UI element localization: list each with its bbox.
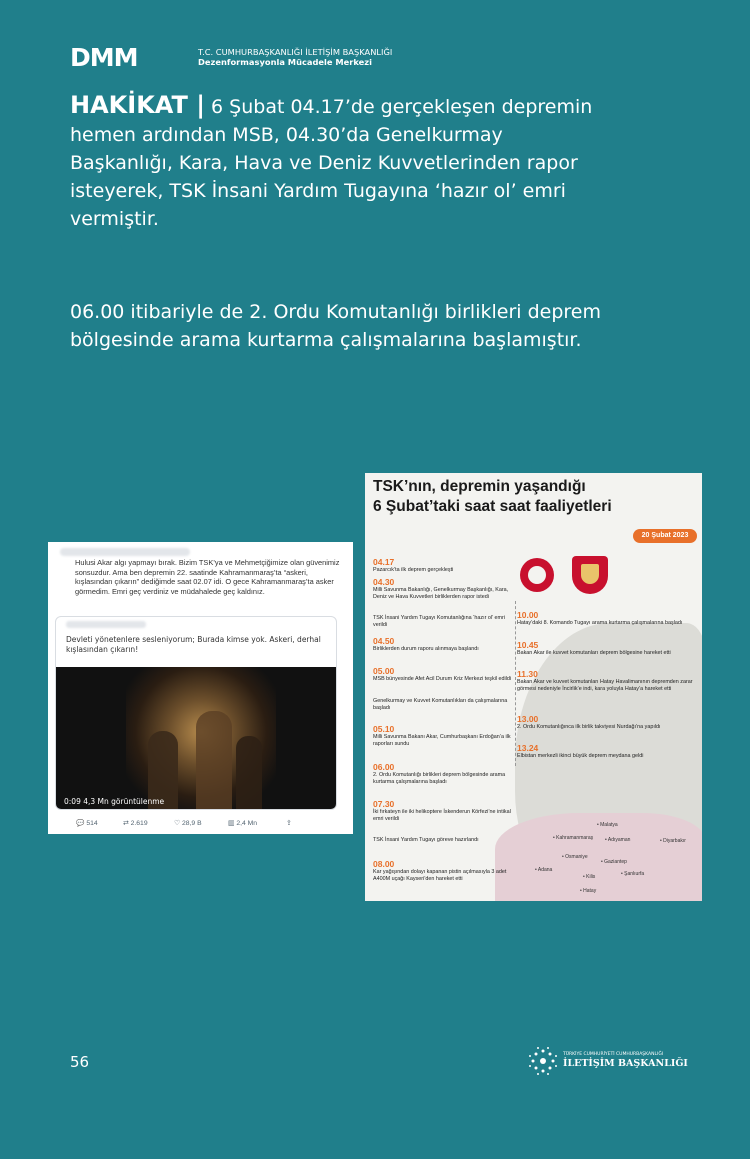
- timeline-desc: Pazarcık’ta ilk deprem gerçekleşti: [373, 567, 454, 573]
- timeline-desc: Bakan Akar ile kuvvet komutanları deprem bölgesine hareket etti: [517, 650, 671, 656]
- video-meta: 0:09 4,3 Mn görüntülenme: [64, 797, 165, 806]
- timeline-time: 13.00: [517, 714, 539, 724]
- timeline-time: 04.50: [373, 636, 395, 646]
- video-figure: [196, 711, 232, 810]
- timeline-time: 10.00: [517, 610, 539, 620]
- infographic-title: [373, 477, 702, 517]
- quoted-tweet-text: Devleti yönetenlere sesleniyorum; Burada kimse yok. Askeri, derhal kışlasından çıkarın!: [66, 635, 321, 654]
- timeline-item: [373, 666, 513, 683]
- video-player[interactable]: [56, 667, 337, 810]
- views-action[interactable]: ▥ 2,4 Mn: [228, 820, 258, 827]
- like-action[interactable]: ♡ 28,9 B: [174, 820, 202, 827]
- fact-text: 6 Şubat 04.17’de gerçekleşen depremin hemen ardından MSB, 04.30’da Genelkurmay Başkanlığı, Kara, Hava ve Deniz Kuvvetlerinden rapor isteyerek, TSK İnsani Yardım Tugayına ‘hazır ol’ emri vermiştir.: [70, 96, 593, 230]
- timeline-desc: Milli Savunma Bakanı Akar, Cumhurbaşkanı Erdoğan’a ilk raporları sundu: [373, 734, 511, 747]
- timeline-desc: TSK İnsani Yardım Tugayı Komutanlığına ‘hazır ol’ emri verildi: [373, 615, 506, 628]
- timeline-desc: 2. Ordu Komutanlığı birlikleri deprem bölgesinde arama kurtarma çalışmalarına başladı: [373, 772, 506, 785]
- timeline-desc: Hatay’daki 8. Komando Tugayı arama kurtarma çalışmalarına başladı: [517, 620, 683, 626]
- timeline-item: [517, 743, 697, 760]
- title-line-2: 6 Şubat’taki saat saat faaliyetleri: [373, 498, 612, 515]
- tsk-emblem-icon: [572, 556, 608, 594]
- retweet-count: 2.619: [130, 820, 148, 827]
- reply-count: 514: [86, 820, 98, 827]
- timeline-item: [517, 640, 697, 657]
- timeline-item: [373, 724, 513, 747]
- iletisim-logo-icon: [528, 1046, 558, 1076]
- timeline-item: [373, 837, 513, 844]
- video-figure: [236, 736, 262, 810]
- fact-paragraph: [70, 91, 610, 233]
- city-label: • Hatay: [580, 888, 597, 894]
- timeline-item: [517, 714, 697, 731]
- timeline-time: 07.30: [373, 799, 395, 809]
- timeline-desc: Genelkurmay ve Kuvvet Komutanlıkları da çalışmalarına başladı: [373, 698, 508, 711]
- reply-action[interactable]: 💬 514: [76, 820, 98, 827]
- tweet-actions: [76, 819, 306, 831]
- tweet-text: Hulusi Akar algı yapmayı bırak. Bizim TSK’ya ve Mehmetçiğimize olan güvenimiz sonsuzdur. Ama ben depremin 22. saatinde Kahramanmaraş’ta “askeri, kışlasından çıkarın” dediğimde saat 02.07 idi. O gece Kahramanmaraş’ta asker görmedim. Emri geç verdiniz ve müdahalede geç kaldınız.: [75, 558, 340, 596]
- timeline-time: 06.00: [373, 762, 395, 772]
- timeline-time: 13.24: [517, 743, 539, 753]
- footer-org: [563, 1052, 688, 1069]
- timeline-item: [373, 557, 513, 574]
- timeline-item: [373, 615, 513, 628]
- timeline-item: [373, 698, 513, 711]
- timeline-desc: Elbistan merkezli ikinci büyük deprem meydana geldi: [517, 753, 644, 759]
- city-label: • Malatya: [597, 822, 618, 828]
- blurred-username: [60, 548, 190, 556]
- quoted-tweet: [55, 616, 337, 810]
- timeline-desc: Bakan Akar ve kuvvet komutanları Hatay Havalimanının depremden zarar görmesi nedeniyle İncirlik’e indi, kara yoluyla Hatay’a hareket etti: [517, 679, 693, 692]
- msb-emblem-icon: [520, 558, 554, 592]
- timeline-time: 04.17: [373, 557, 395, 567]
- footer-org-small: TÜRKİYE CUMHURİYETİ CUMHURBAŞKANLIĞI: [563, 1052, 664, 1057]
- timeline-item: [373, 577, 513, 600]
- org-line-1: T.C. CUMHURBAŞKANLIĞI İLETİŞİM BAŞKANLIĞI: [198, 47, 393, 57]
- share-icon[interactable]: ⇪: [286, 820, 292, 827]
- timeline-item: [373, 799, 513, 822]
- org-line-2: Dezenformasyonla Mücadele Merkezi: [198, 57, 372, 67]
- timeline-item: [373, 636, 513, 653]
- city-label: • Osmaniye: [562, 854, 588, 860]
- title-line-1: TSK’nın, depremin yaşandığı: [373, 478, 586, 495]
- timeline-desc: TSK İnsani Yardım Tugayı göreve hazırlandı: [373, 837, 479, 843]
- timeline-item: [517, 610, 697, 627]
- fact-label: HAKİKAT |: [70, 91, 205, 119]
- quoted-blurred-username: [66, 621, 146, 628]
- timeline-time: 05.10: [373, 724, 395, 734]
- city-label: • Kilis: [583, 874, 596, 880]
- city-label: • Diyarbakır: [660, 838, 686, 844]
- timeline-time: 11.30: [517, 669, 538, 679]
- timeline-desc: Kar yağışından dolayı kapanan pistin açılmasıyla 3 adet A400M uçağı Kayseri’den hareket etti: [373, 869, 507, 882]
- timeline-desc: Milli Savunma Bakanlığı, Genelkurmay Başkanlığı, Kara, Deniz ve Hava Kuvvetleri birliklerden rapor istedi: [373, 587, 509, 600]
- timeline-time: 10.45: [517, 640, 539, 650]
- city-label: • Kahramanmaraş: [553, 835, 594, 841]
- city-label: • Şanlıurfa: [621, 871, 645, 877]
- dmm-logo: DMM: [70, 43, 138, 72]
- header: [70, 43, 410, 72]
- city-label: • Adıyaman: [605, 837, 631, 843]
- timeline-item: [517, 669, 697, 692]
- infographic: [365, 473, 702, 901]
- city-label: • Gaziantep: [601, 859, 627, 865]
- city-label: • Adana: [535, 867, 553, 873]
- org-name: [198, 47, 392, 67]
- timeline-desc: İki fırkateyn ile iki helikoptere İskenderun Körfezi’ne intikal emri verildi: [373, 809, 511, 822]
- timeline-item: [373, 859, 513, 882]
- footer-org-big: İLETİŞİM BAŞKANLIĞI: [563, 1058, 688, 1069]
- timeline-desc: Birliklerden durum raporu alınmaya başlandı: [373, 646, 479, 652]
- timeline-time: 04.30: [373, 577, 395, 587]
- timeline-item: [373, 762, 513, 785]
- timeline-time: 08.00: [373, 859, 395, 869]
- view-count: 2,4 Mn: [236, 820, 258, 827]
- timeline-desc: 2. Ordu Komutanlığınca ilk birlik takviyesi Nurdağı’na yapıldı: [517, 724, 661, 730]
- timeline-time: 05.00: [373, 666, 395, 676]
- date-badge: 20 Şubat 2023: [633, 529, 697, 543]
- timeline-divider: [515, 601, 516, 766]
- page-number: 56: [70, 1053, 90, 1071]
- second-paragraph: 06.00 itibariyle de 2. Ordu Komutanlığı birlikleri deprem bölgesinde arama kurtarma çalışmalarına başlamıştır.: [70, 301, 601, 351]
- timeline-desc: MSB bünyesinde Afet Acil Durum Kriz Merkezi teşkil edildi: [373, 676, 512, 682]
- like-count: 28,9 B: [181, 820, 202, 827]
- retweet-action[interactable]: ⇄ 2.619: [123, 820, 148, 827]
